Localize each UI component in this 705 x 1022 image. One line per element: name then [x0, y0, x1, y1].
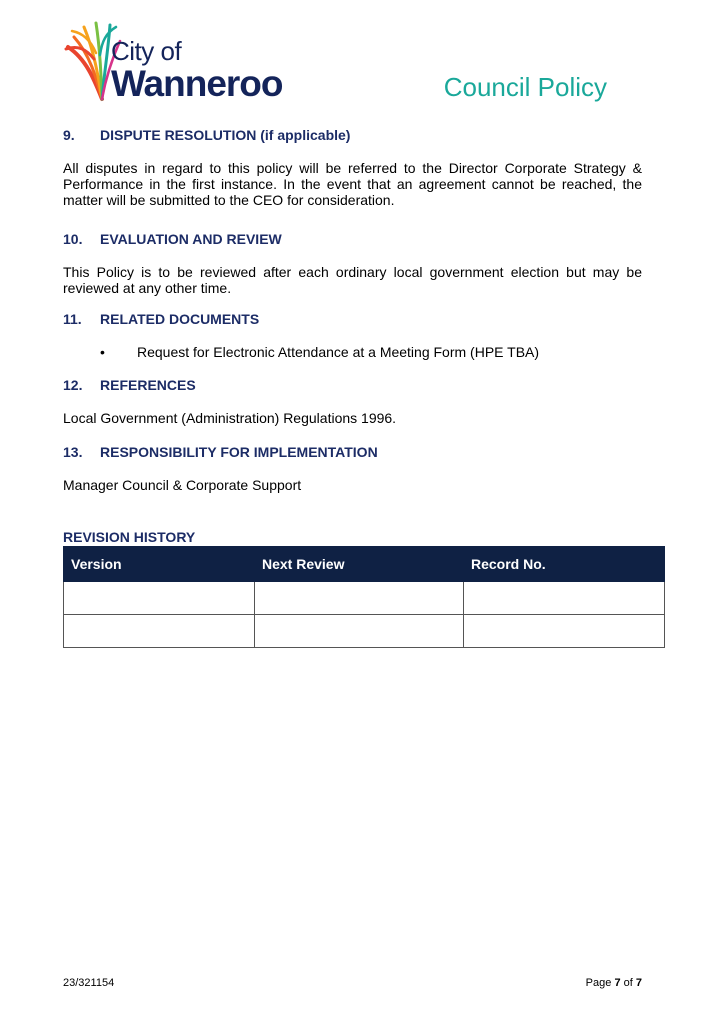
column-header-next-review: Next Review	[255, 547, 464, 582]
section-heading	[63, 231, 642, 248]
table-cell	[464, 615, 665, 648]
policy-body	[63, 127, 642, 546]
table-row	[64, 615, 665, 648]
list-item	[63, 344, 642, 360]
section-number: 12.	[63, 377, 83, 393]
section-number: 10.	[63, 231, 83, 247]
table-cell	[464, 582, 665, 615]
related-documents-list	[63, 344, 642, 360]
section-paragraph: Local Government (Administration) Regulations 1996.	[63, 410, 397, 426]
logo-line1: City of	[111, 36, 182, 66]
section-heading	[63, 311, 642, 328]
logo-line2: Wanneroo	[111, 63, 283, 104]
table-row	[64, 582, 665, 615]
section-title: DISPUTE RESOLUTION (if applicable)	[100, 127, 351, 143]
section-number: 9.	[63, 127, 75, 143]
table-cell	[64, 582, 255, 615]
section-number: 11.	[63, 311, 82, 327]
section-number: 13.	[63, 444, 83, 460]
page-current: 7	[614, 977, 621, 989]
section-title: REFERENCES	[100, 377, 196, 393]
section-title: RELATED DOCUMENTS	[100, 311, 260, 327]
section-heading	[63, 127, 642, 144]
section-paragraph: This Policy is to be reviewed after each ordinary local government election but may be reviewed at any other time.	[63, 264, 642, 296]
revision-history-title: REVISION HISTORY	[63, 529, 196, 545]
section-title: RESPONSIBILITY FOR IMPLEMENTATION	[100, 444, 378, 460]
table-cell	[255, 615, 464, 648]
page-of: of	[623, 977, 633, 989]
section-heading	[63, 377, 642, 394]
revision-history-table	[63, 546, 665, 648]
list-item-text: Request for Electronic Attendance at a Meeting Form (HPE TBA)	[137, 344, 540, 360]
section-paragraph: Manager Council & Corporate Support	[63, 477, 302, 493]
section-heading	[63, 444, 642, 461]
table-cell	[64, 615, 255, 648]
document-type-title: Council Policy	[443, 72, 607, 102]
table-header-row	[64, 547, 665, 582]
document-reference: 23/321154	[63, 977, 115, 989]
section-paragraph: All disputes in regard to this policy will be referred to the Director Corporate Strategy & Performance in the first instance. In the event that an agreement cannot be reached, the matter will be submitted to the CEO for consideration.	[63, 160, 642, 208]
city-of-wanneroo-logo	[64, 19, 294, 103]
bullet-icon: •	[100, 344, 105, 360]
column-header-version: Version	[64, 547, 255, 582]
page-prefix: Page	[585, 977, 612, 989]
column-header-record-no: Record No.	[464, 547, 665, 582]
table-cell	[255, 582, 464, 615]
page-total: 7	[635, 977, 642, 989]
section-title: EVALUATION AND REVIEW	[100, 231, 282, 247]
page-number	[586, 977, 642, 990]
